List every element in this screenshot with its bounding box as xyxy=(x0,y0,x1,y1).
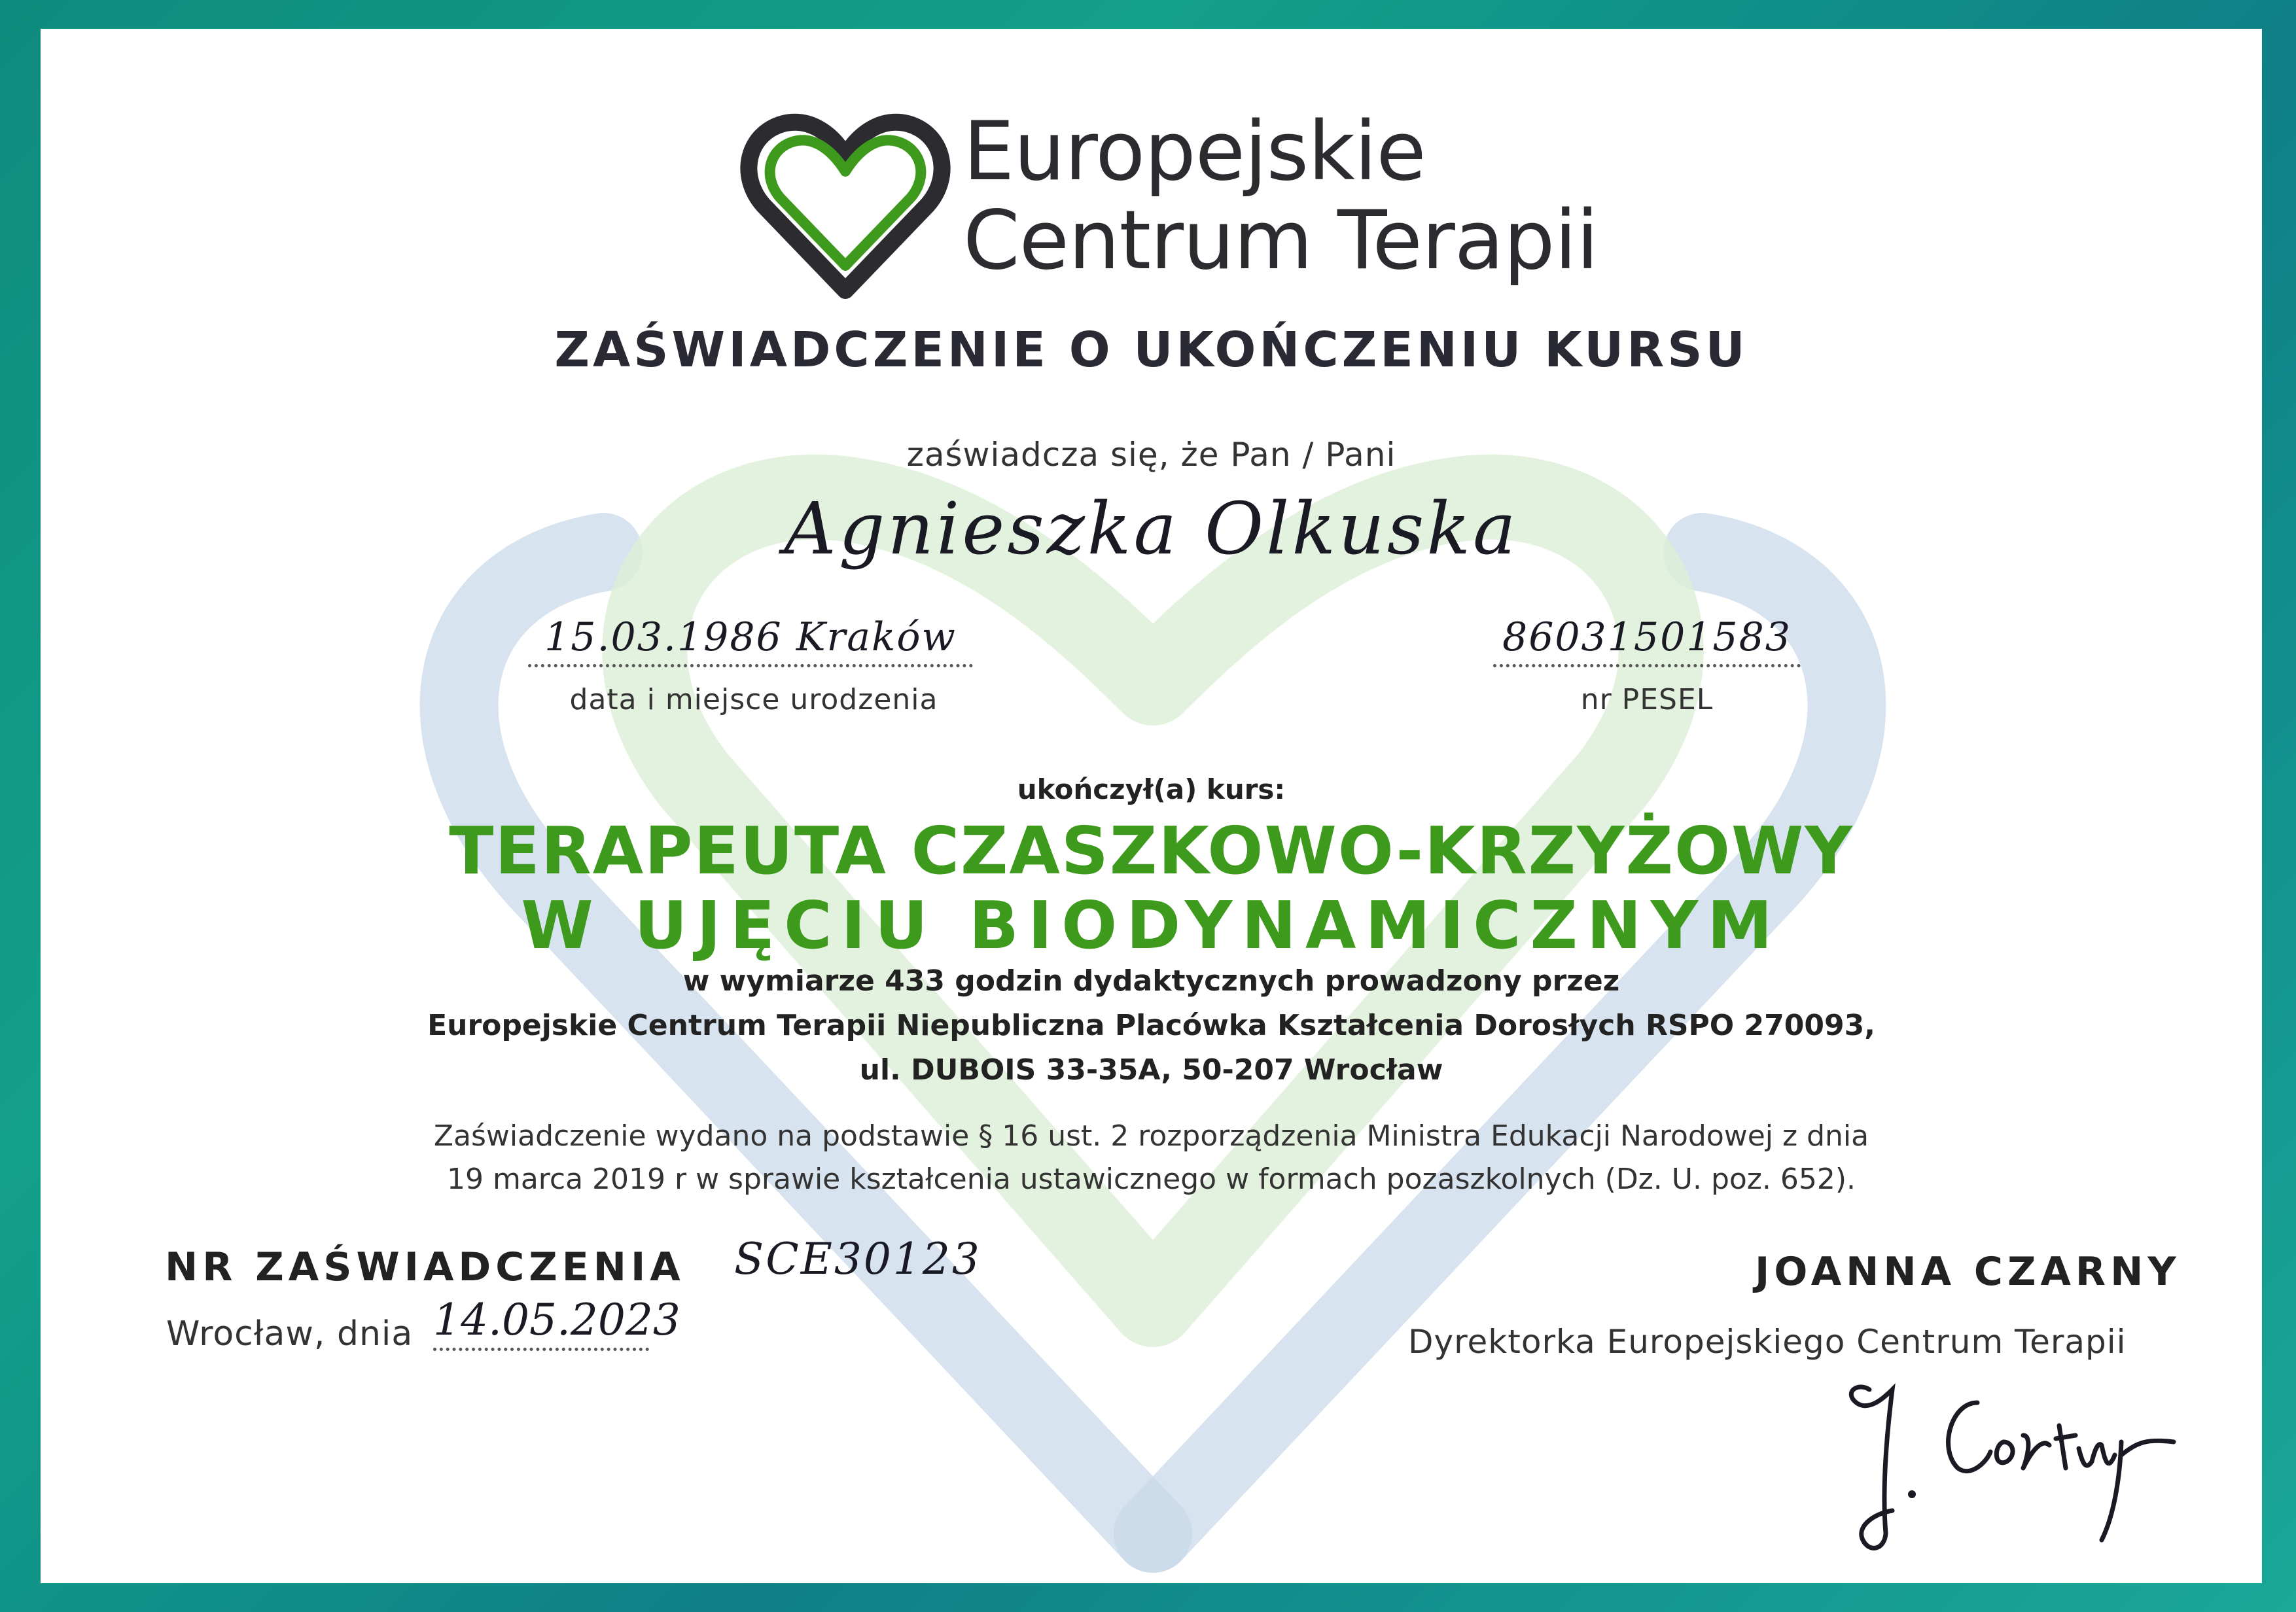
logo-wordmark xyxy=(963,105,1598,288)
issue-city-label: Wrocław, dnia xyxy=(166,1314,414,1354)
scope-line-1: w wymiarze 433 godzin dydaktycznych prowadzony przez xyxy=(682,964,1620,998)
legal-line-1: Zaświadczenie wydano na podstawie § 16 ust. 2 rozporządzenia Ministra Edukacji Narodowej z dnia xyxy=(433,1119,1869,1153)
logo-line-1: Europejskie xyxy=(963,105,1426,199)
pesel-value: 86031501583 xyxy=(1493,614,1801,667)
legal-basis xyxy=(41,1115,2262,1201)
scope-line-3: ul. DUBOIS 33-35A, 50-207 Wrocław xyxy=(859,1053,1443,1087)
certificate-number-value: SCE30123 xyxy=(734,1234,981,1284)
course-title-line-1: TERAPEUTA CZASZKOWO-KRZYŻOWY xyxy=(449,813,1854,889)
legal-line-2: 19 marca 2019 r w sprawie kształcenia ustawicznego w formach pozaszkolnych (Dz. U. poz. 652). xyxy=(446,1163,1856,1196)
director-name: JOANNA CZARNY xyxy=(1755,1249,2181,1295)
recipient-name: Agnieszka Olkuska xyxy=(784,487,1519,570)
course-title-line-2: W UJĘCIU BIODYNAMICZNYM xyxy=(521,887,1782,964)
birth-label: data i miejsce urodzenia xyxy=(569,683,938,716)
completed-label: ukończył(a) kurs: xyxy=(1017,773,1286,805)
certificate-title: ZAŚWIADCZENIE O UKOŃCZENIU KURSU xyxy=(554,322,1748,378)
scope-line-2: Europejskie Centrum Terapii Niepubliczna Placówka Kształcenia Dorosłych RSPO 270093, xyxy=(427,1009,1875,1042)
intro-text: zaświadcza się, że Pan / Pani xyxy=(906,436,1396,474)
issue-date-value: 14.05.2023 xyxy=(433,1295,649,1351)
director-signature xyxy=(1807,1363,2213,1560)
logo-line-2: Centrum Terapii xyxy=(963,194,1598,288)
course-scope xyxy=(41,959,2262,1093)
certificate-number-label: NR ZAŚWIADCZENIA xyxy=(165,1244,685,1290)
birth-value: 15.03.1986 Kraków xyxy=(528,614,973,667)
director-title: Dyrektorka Europejskiego Centrum Terapii xyxy=(1408,1323,2127,1361)
heart-logo-icon xyxy=(734,94,957,317)
pesel-label: nr PESEL xyxy=(1580,683,1714,716)
certificate-sheet xyxy=(41,29,2262,1583)
